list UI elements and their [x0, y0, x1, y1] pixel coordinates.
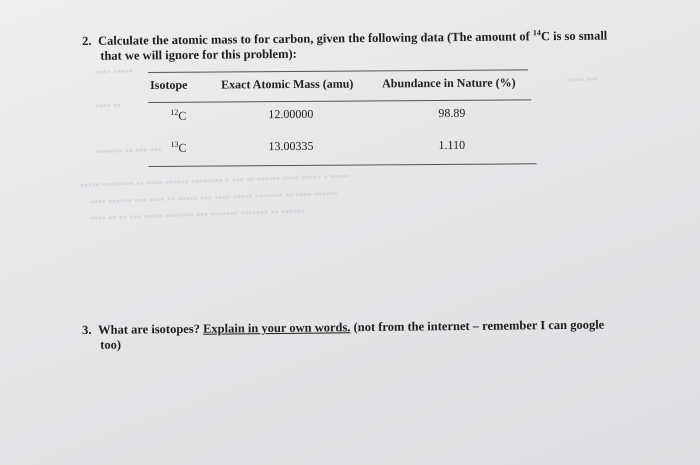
isotope-data-table [148, 69, 538, 155]
bleed-through-text: ▪▪▪▪▪ ▪▪▪▪▪▪▪▪ ▪▪ ▪▪▪▪ ▪▪▪▪▪▪ ▪▪▪▪▪▪▪▪ ▪ ▪▪▪ ▪▪ ▪▪▪▪▪▪ ▪▪▪▪ ▪▪▪▪▪ ▪ ▪▪▪▪▪ [79, 170, 350, 192]
bleed-through-text: ▪▪▪▪ ▪▪ [94, 99, 122, 113]
header-abundance: Abundance in Nature (%) [382, 75, 516, 91]
header-isotope: Isotope [150, 77, 188, 92]
question-3-number: 3. [82, 322, 92, 337]
mass-cell: 13.00335 [268, 138, 314, 154]
superscript-mass-number: 14 [532, 28, 541, 38]
bleed-through-text: ▪▪▪▪ ▪▪ ▪▪ ▪▪▪ ▪▪▪▪▪ ▪▪▪▪▪▪▪ ▪▪▪ ▪▪▪▪▪▪▪ ▪▪▪▪▪▪▪ ▪▪ ▪▪▪▪▪▪ [89, 205, 305, 225]
bleed-through-text: ▪▪▪▪▪▪▪ ▪▪ ▪▪▪ ▪▪▪ [94, 143, 162, 159]
table-row [148, 137, 538, 158]
header-exact-atomic-mass: Exact Atomic Mass (amu) [221, 76, 354, 92]
bleed-through-text: ▪▪▪▪ ▪▪▪ [567, 73, 599, 87]
table-top-rule [148, 69, 528, 73]
isotope-cell: $^{13}$C [170, 139, 187, 155]
question-2-text-line1: Calculate the atomic mass to for carbon, given the following data (The amount of $^{14}$C is so small [98, 28, 608, 48]
question-3-text-line2: too) [100, 337, 122, 352]
abundance-cell: 98.89 [438, 105, 466, 120]
table-header-rule [148, 99, 531, 103]
question-3-text-line1: What are isotopes? Explain in your own words. (not from the internet – remember I can google [97, 317, 605, 337]
underlined-instruction: Explain in your own words. [202, 320, 351, 336]
isotope-cell: $^{12}$C [170, 107, 187, 123]
question-3 [82, 317, 642, 353]
question-2-text-line2: that we will ignore for this problem): [100, 46, 297, 63]
bleed-through-text: ▪▪▪▪ ▪▪▪▪▪ [94, 65, 134, 79]
table-header-row [148, 75, 538, 96]
abundance-cell: 1.110 [438, 137, 466, 152]
table-bottom-rule [149, 163, 537, 167]
mass-cell: 12.00000 [268, 106, 314, 122]
question-2-number: 2. [82, 33, 92, 48]
bleed-through-text: ▪▪▪▪ ▪▪▪▪▪▪ ▪▪▪ ▪▪▪▪ ▪▪ ▪▪▪▪▪ ▪▪▪ ▪▪▪▪ ▪▪▪▪▪ ▪▪▪▪▪▪▪ ▪▪ ▪▪▪▪ ▪▪▪▪▪▪ [89, 187, 338, 209]
table-row [148, 105, 538, 126]
question-2 [82, 24, 642, 64]
